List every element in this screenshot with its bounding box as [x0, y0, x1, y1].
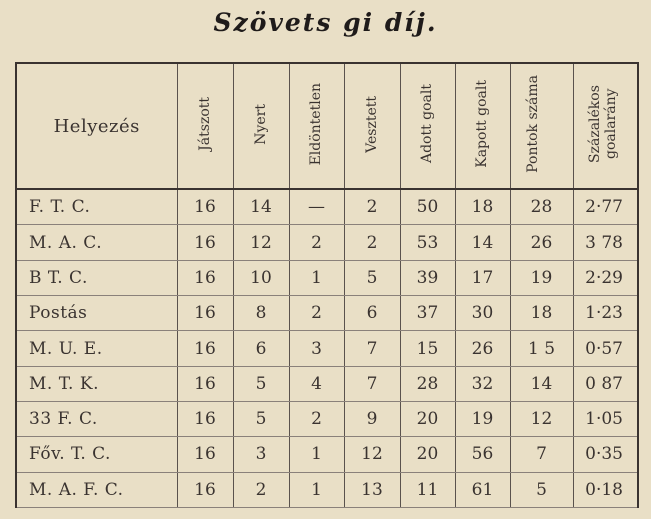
table-cell: 16 [177, 472, 233, 507]
table-cell: 2 [233, 472, 289, 507]
table-cell: 0·35 [573, 437, 638, 472]
table-row [16, 472, 638, 507]
table-cell: 32 [455, 366, 510, 401]
table-cell: 19 [455, 402, 510, 437]
team-name-cell: Főv. T. C. [16, 437, 177, 472]
table-cell: 18 [510, 296, 573, 331]
table-cell: — [289, 189, 344, 225]
table-cell: 19 [510, 260, 573, 295]
table-cell: 2 [289, 402, 344, 437]
table-cell: 28 [510, 189, 573, 225]
table-cell: 2 [289, 225, 344, 260]
table-cell: 0·57 [573, 331, 638, 366]
table-cell: 30 [455, 296, 510, 331]
table-row [16, 260, 638, 295]
table-row [16, 189, 638, 225]
table-cell: 53 [400, 225, 455, 260]
table-cell: 2 [289, 296, 344, 331]
table-cell: 6 [344, 296, 400, 331]
table-cell: 1 5 [510, 331, 573, 366]
table-cell: 50 [400, 189, 455, 225]
table-cell: 2 [344, 189, 400, 225]
table-cell: 6 [233, 331, 289, 366]
team-name-cell: 33 F. C. [16, 402, 177, 437]
table-row [16, 437, 638, 472]
table-cell: 20 [400, 437, 455, 472]
table-cell: 7 [344, 366, 400, 401]
table-cell: 16 [177, 437, 233, 472]
table-cell: 56 [455, 437, 510, 472]
table-cell: 16 [177, 225, 233, 260]
team-name-cell: M. A. C. [16, 225, 177, 260]
table-cell: 18 [455, 189, 510, 225]
table-cell: 1 [289, 472, 344, 507]
table-cell: 37 [400, 296, 455, 331]
table-cell: 3 [233, 437, 289, 472]
column-header-rank: Helyezés [16, 63, 177, 189]
table-row [16, 296, 638, 331]
table-cell: 1 [289, 260, 344, 295]
table-cell: 5 [233, 402, 289, 437]
table-cell: 2 [344, 225, 400, 260]
table-cell: 16 [177, 296, 233, 331]
page-title: Szövets gi díj. [213, 8, 438, 37]
standings-table [15, 62, 639, 508]
table-cell: 0·18 [573, 472, 638, 507]
table-cell: 15 [400, 331, 455, 366]
table-cell: 4 [289, 366, 344, 401]
table-cell: 0 87 [573, 366, 638, 401]
table-cell: 10 [233, 260, 289, 295]
table-cell: 1·05 [573, 402, 638, 437]
table-row [16, 366, 638, 401]
table-cell: 13 [344, 472, 400, 507]
table-cell: 7 [344, 331, 400, 366]
table-cell: 8 [233, 296, 289, 331]
table-cell: 9 [344, 402, 400, 437]
table-cell: 16 [177, 331, 233, 366]
column-header-goals-for: Adott goalt [400, 63, 455, 189]
column-header-played: Játszott [177, 63, 233, 189]
table-cell: 16 [177, 260, 233, 295]
column-header-goals-against: Kapott goalt [455, 63, 510, 189]
table-cell: 3 [289, 331, 344, 366]
table-cell: 14 [233, 189, 289, 225]
table-cell: 1·23 [573, 296, 638, 331]
table-cell: 5 [344, 260, 400, 295]
column-header-won: Nyert [233, 63, 289, 189]
team-name-cell: M. T. K. [16, 366, 177, 401]
table-cell: 16 [177, 189, 233, 225]
table-cell: 39 [400, 260, 455, 295]
team-name-cell: B T. C. [16, 260, 177, 295]
table-cell: 1 [289, 437, 344, 472]
table-cell: 11 [400, 472, 455, 507]
table-cell: 12 [510, 402, 573, 437]
table-row [16, 331, 638, 366]
column-header-lost: Vesztett [344, 63, 400, 189]
column-header-goal-ratio: Százalékos goalarány [573, 63, 638, 189]
table-cell: 26 [455, 331, 510, 366]
table-cell: 17 [455, 260, 510, 295]
table-cell: 2·29 [573, 260, 638, 295]
table-cell: 12 [233, 225, 289, 260]
table-cell: 16 [177, 402, 233, 437]
table-cell: 20 [400, 402, 455, 437]
table-cell: 3 78 [573, 225, 638, 260]
table-cell: 2·77 [573, 189, 638, 225]
column-header-drawn: Eldöntetlen [289, 63, 344, 189]
table-cell: 14 [510, 366, 573, 401]
table-row [16, 402, 638, 437]
table-cell: 7 [510, 437, 573, 472]
header-row [16, 63, 638, 189]
table-cell: 5 [233, 366, 289, 401]
team-name-cell: Postás [16, 296, 177, 331]
table-cell: 12 [344, 437, 400, 472]
team-name-cell: F. T. C. [16, 189, 177, 225]
team-name-cell: M. U. E. [16, 331, 177, 366]
table-row [16, 225, 638, 260]
table-cell: 14 [455, 225, 510, 260]
table-cell: 28 [400, 366, 455, 401]
team-name-cell: M. A. F. C. [16, 472, 177, 507]
table-cell: 5 [510, 472, 573, 507]
table-cell: 16 [177, 366, 233, 401]
table-cell: 61 [455, 472, 510, 507]
column-header-points: Pontok száma [510, 63, 573, 189]
table-cell: 26 [510, 225, 573, 260]
